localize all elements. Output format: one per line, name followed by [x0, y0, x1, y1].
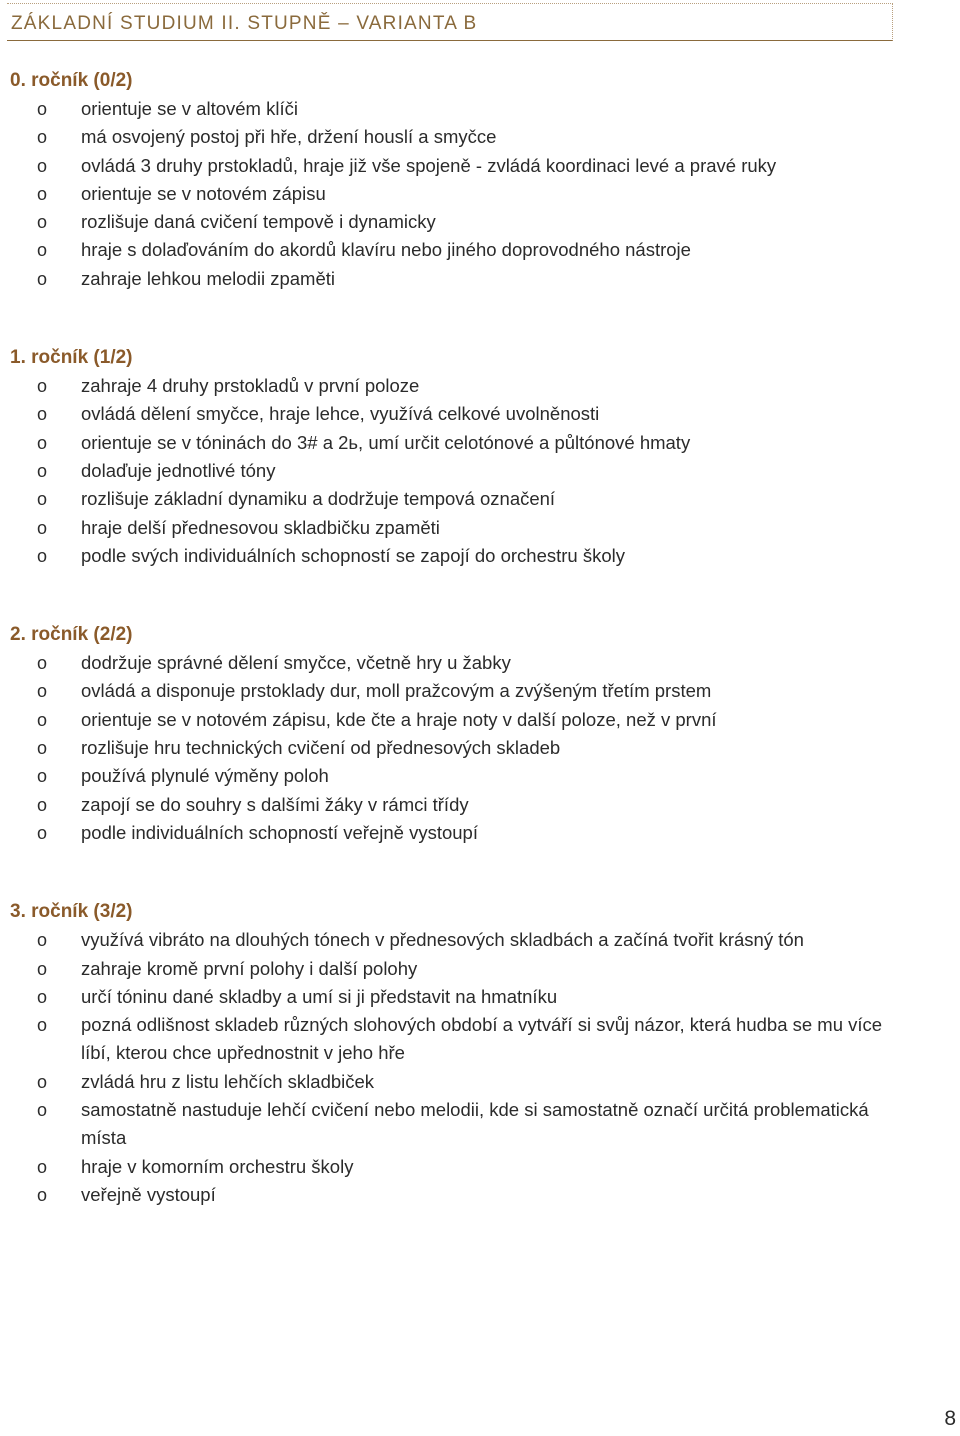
list-item: o orientuje se v notovém zápisu, kde čte a hraje noty v další poloze, než v první — [10, 706, 900, 734]
list-item: o hraje s dolaďováním do akordů klavíru nebo jiného doprovodného nástroje — [10, 236, 900, 264]
list-item: o rozlišuje hru technických cvičení od přednesových skladeb — [10, 734, 900, 762]
list-item: o zahraje 4 druhy prstokladů v první poloze — [10, 372, 900, 400]
bullet-icon: o — [37, 1015, 48, 1036]
bullet-icon: o — [37, 376, 48, 397]
list-item: o veřejně vystoupí — [10, 1181, 900, 1209]
bullet-icon: o — [37, 240, 48, 261]
bullet-icon: o — [37, 545, 48, 566]
bullet-icon: o — [37, 738, 48, 759]
section-grade-0 — [10, 67, 900, 293]
list-item: o určí tóninu dané skladby a umí si ji představit na hmatníku — [10, 983, 900, 1011]
list-item: o dodržuje správné dělení smyčce, včetně hry u žabky — [10, 649, 900, 677]
section-heading: 3. ročník (3/2) — [10, 901, 133, 923]
bullet-icon: o — [37, 212, 48, 233]
bullet-icon: o — [37, 155, 48, 176]
list-item: o zapojí se do souhry s dalšími žáky v rámci třídy — [10, 791, 900, 819]
list-item: o hraje delší přednesovou skladbičku zpaměti — [10, 514, 900, 542]
list-item: o podle individuálních schopností veřejně vystoupí — [10, 819, 900, 847]
bullet-icon: o — [37, 958, 48, 979]
page-header — [7, 3, 893, 41]
bullet-icon: o — [37, 1156, 48, 1177]
bullet-icon: o — [37, 127, 48, 148]
bullet-icon: o — [37, 268, 48, 289]
bullet-icon: o — [37, 822, 48, 843]
list-item: o dolaďuje jednotlivé tóny — [10, 457, 900, 485]
section-grade-2 — [10, 621, 900, 847]
bullet-icon: o — [37, 1071, 48, 1092]
bullet-icon: o — [37, 766, 48, 787]
section-grade-1 — [10, 344, 900, 570]
bullet-icon: o — [37, 1184, 48, 1205]
document-title: ZÁKLADNÍ STUDIUM II. STUPNĚ – VARIANTA B — [11, 13, 478, 34]
bullet-icon: o — [37, 986, 48, 1007]
list-item: o ovládá 3 druhy prstokladů, hraje již vše spojeně - zvládá koordinaci levé a pravé ruky — [10, 152, 900, 180]
document-body — [10, 67, 900, 1260]
list-item: o zahraje kromě první polohy i další polohy — [10, 955, 900, 983]
list-item: o hraje v komorním orchestru školy — [10, 1153, 900, 1181]
bullet-icon: o — [37, 460, 48, 481]
list-item: o orientuje se v tóninách do 3# a 2ь, umí určit celotónové a půltónové hmaty — [10, 429, 900, 457]
bullet-icon: o — [37, 183, 48, 204]
list-item: o využívá vibráto na dlouhých tónech v přednesových skladbách a začíná tvořit krásný tón — [10, 926, 900, 954]
list-item: o pozná odlišnost skladeb různých slohových období a vytváří si svůj názor, která hudba se mu více líbí, kterou chce upřednostnit v jeho hře — [10, 1011, 900, 1068]
bullet-icon: o — [37, 681, 48, 702]
bullet-icon: o — [37, 1100, 48, 1121]
section-grade-3 — [10, 898, 900, 1209]
list-item: o ovládá a disponuje prstoklady dur, moll pražcovým a zvýšeným třetím prstem — [10, 677, 900, 705]
bullet-icon: o — [37, 99, 48, 119]
list-item: o používá plynulé výměny poloh — [10, 762, 900, 790]
bullet-icon: o — [37, 930, 48, 951]
section-heading: 0. ročník (0/2) — [10, 70, 133, 91]
list-item: o ovládá dělení smyčce, hraje lehce, využívá celkové uvolněnosti — [10, 400, 900, 428]
bullet-icon: o — [37, 489, 48, 510]
bullet-icon: o — [37, 653, 48, 674]
list-item: o orientuje se v notovém zápisu — [10, 180, 900, 208]
bullet-icon: o — [37, 432, 48, 453]
bullet-icon: o — [37, 517, 48, 538]
list-item: o rozlišuje základní dynamiku a dodržuje tempová označení — [10, 485, 900, 513]
page-number: 8 — [944, 1407, 956, 1430]
outcome-list — [10, 649, 900, 847]
list-item: o rozlišuje daná cvičení tempově i dynamicky — [10, 208, 900, 236]
outcome-list — [10, 926, 900, 1209]
list-item: o orientuje se v altovém klíči — [10, 95, 900, 123]
bullet-icon: o — [37, 709, 48, 730]
list-item: o má osvojený postoj při hře, držení houslí a smyčce — [10, 123, 900, 151]
bullet-icon: o — [37, 404, 48, 425]
list-item: o zvládá hru z listu lehčích skladbiček — [10, 1068, 900, 1096]
outcome-list — [10, 372, 900, 570]
outcome-list — [10, 95, 900, 293]
list-item: o zahraje lehkou melodii zpaměti — [10, 265, 900, 293]
list-item: o podle svých individuálních schopností se zapojí do orchestru školy — [10, 542, 900, 570]
list-item: o samostatně nastuduje lehčí cvičení nebo melodii, kde si samostatně označí určitá problematická místa — [10, 1096, 900, 1153]
bullet-icon: o — [37, 794, 48, 815]
section-heading: 2. ročník (2/2) — [10, 624, 133, 646]
section-heading: 1. ročník (1/2) — [10, 347, 133, 369]
